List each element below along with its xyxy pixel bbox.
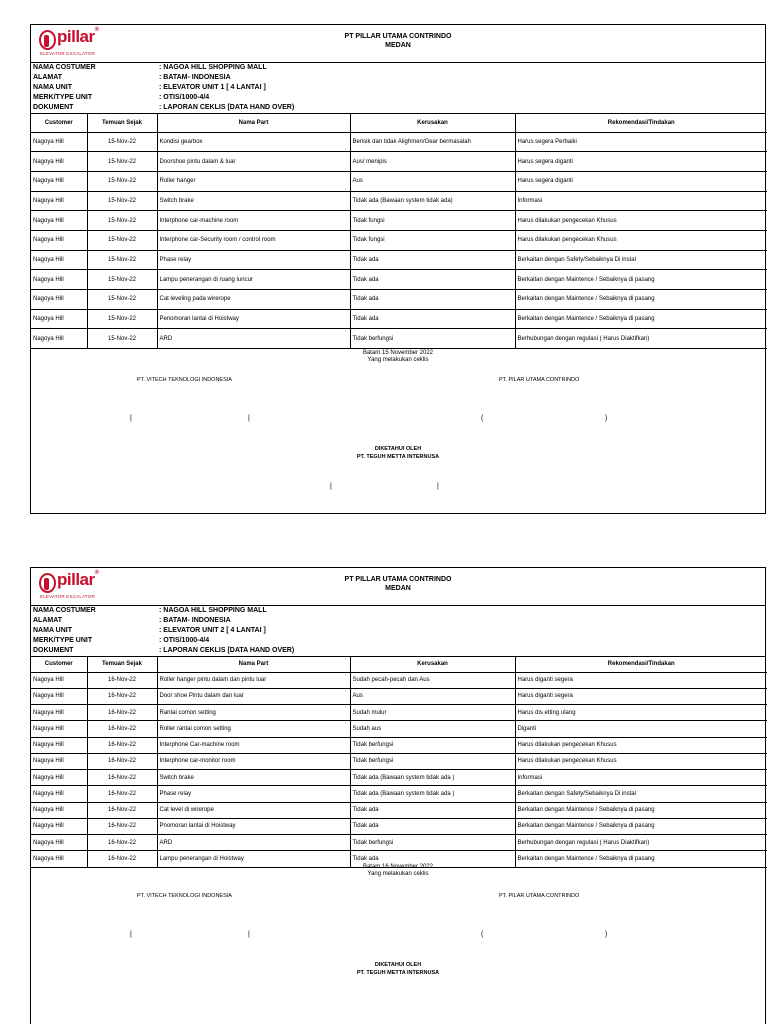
cell-recommendation: Berkaitan dengan Maintence / Sebaiknya di pasang bbox=[515, 270, 767, 290]
cell-found-since: 16-Nov-22 bbox=[87, 786, 157, 802]
table-row bbox=[31, 329, 767, 349]
info-label: ALAMAT bbox=[33, 617, 63, 624]
cell-customer: Nagoya Hill bbox=[31, 818, 87, 834]
info-value: : OTIS/1000-4/4 bbox=[159, 637, 210, 644]
cell-customer: Nagoya Hill bbox=[31, 770, 87, 786]
table-row bbox=[31, 152, 767, 172]
table-row bbox=[31, 132, 767, 152]
cell-found-since: 15-Nov-22 bbox=[87, 171, 157, 191]
cell-found-since: 16-Nov-22 bbox=[87, 802, 157, 818]
acknowledged-label: DIKETAHUI OLEH bbox=[374, 961, 422, 968]
table-row bbox=[31, 211, 767, 231]
signature-line-right-end: ) bbox=[605, 415, 608, 423]
cell-recommendation: Berkaitan dengan Maintence / Sebaiknya di pasang bbox=[515, 802, 767, 818]
signatory-vitech: PT. VITECH TEKNOLOGI INDONESIA bbox=[137, 377, 232, 384]
cell-damage: Aus/ menipis bbox=[350, 152, 515, 172]
cell-part-name: Doorshoe pintu dalam & luar bbox=[157, 152, 350, 172]
cell-part-name: Lampu penerangan di ruang luncur bbox=[157, 270, 350, 290]
table-row bbox=[31, 309, 767, 329]
cell-part-name: Switch brake bbox=[157, 191, 350, 211]
cell-damage: Tidak ada bbox=[350, 270, 515, 290]
column-header-customer: Customer bbox=[31, 114, 87, 132]
cell-customer: Nagoya Hill bbox=[31, 737, 87, 753]
cell-found-since: 15-Nov-22 bbox=[87, 309, 157, 329]
cell-damage: Tidak berfungsi bbox=[350, 753, 515, 769]
table-row bbox=[31, 786, 767, 802]
cell-part-name: Pnomoran lantai di Hoistway bbox=[157, 818, 350, 834]
info-row-document bbox=[31, 646, 765, 656]
cell-customer: Nagoya Hill bbox=[31, 309, 87, 329]
cell-recommendation: Harus dilakukan pengecekan Khusus bbox=[515, 230, 767, 250]
cell-damage: Tidak berfungsi bbox=[350, 329, 515, 349]
cell-recommendation: Harus diganti segera bbox=[515, 688, 767, 704]
signatory-vitech: PT. VITECH TEKNOLOGI INDONESIA bbox=[137, 892, 232, 899]
cell-customer: Nagoya Hill bbox=[31, 132, 87, 152]
info-row-address bbox=[31, 73, 765, 83]
cell-customer: Nagoya Hill bbox=[31, 753, 87, 769]
table-row bbox=[31, 250, 767, 270]
cell-customer: Nagoya Hill bbox=[31, 786, 87, 802]
info-label: NAMA UNIT bbox=[33, 627, 73, 634]
cell-damage: Tidak ada bbox=[350, 290, 515, 310]
table-row bbox=[31, 753, 767, 769]
cell-recommendation: Harus segera Perbaiki bbox=[515, 132, 767, 152]
table-row bbox=[31, 270, 767, 290]
cell-recommendation: Berhubungan dengan regulasi ( Harus Diaktifkan) bbox=[515, 329, 767, 349]
cell-recommendation: Harus dis etting ulang bbox=[515, 705, 767, 721]
inspection-table bbox=[31, 114, 767, 349]
cell-found-since: 15-Nov-22 bbox=[87, 290, 157, 310]
cell-part-name: Roller hanger bbox=[157, 171, 350, 191]
acknowledged-label: DIKETAHUI OLEH bbox=[374, 446, 422, 453]
sheet-header bbox=[31, 25, 765, 63]
report-sheet-unit-1 bbox=[30, 24, 766, 514]
table-header-row bbox=[31, 657, 767, 672]
info-value: : LAPORAN CEKLIS [DATA HAND OVER) bbox=[159, 647, 295, 654]
signature-line-left-start: | bbox=[130, 930, 132, 938]
info-label: NAMA COSTUMER bbox=[33, 607, 96, 614]
signature-line-bottom-start: | bbox=[330, 483, 332, 491]
cell-found-since: 16-Nov-22 bbox=[87, 705, 157, 721]
info-label: DOKUMENT bbox=[33, 104, 74, 111]
cell-found-since: 15-Nov-22 bbox=[87, 211, 157, 231]
pillar-logo: pillar® ELEVATOR ESCALATOR bbox=[40, 27, 99, 56]
cell-part-name: ARD bbox=[157, 835, 350, 851]
signatory-pilar: PT. PILAR UTAMA CONTRINDO bbox=[499, 377, 580, 384]
info-row-customer bbox=[31, 63, 765, 73]
info-label: MERK/TYPE UNIT bbox=[33, 637, 93, 644]
logo-wordmark: pillar bbox=[57, 570, 95, 589]
cell-customer: Nagoya Hill bbox=[31, 171, 87, 191]
signature-date: Batam 16 November 2022 bbox=[362, 863, 434, 870]
logo-tagline: ELEVATOR ESCALATOR bbox=[40, 51, 95, 56]
cell-recommendation: Harus diganti segera bbox=[515, 672, 767, 688]
info-row-unit-name bbox=[31, 626, 765, 636]
cell-part-name: Rantai comon setting bbox=[157, 705, 350, 721]
cell-recommendation: Berkaitan dengan Safety/Sebaiknya Di instal bbox=[515, 250, 767, 270]
cell-found-since: 15-Nov-22 bbox=[87, 191, 157, 211]
info-row-unit-name bbox=[31, 83, 765, 93]
signatory-pilar: PT. PILAR UTAMA CONTRINDO bbox=[499, 892, 580, 899]
cell-part-name: Door shoe Pintu dalam dan luar bbox=[157, 688, 350, 704]
cell-found-since: 15-Nov-22 bbox=[87, 270, 157, 290]
info-value: : ELEVATOR UNIT 2 [ 4 LANTAI ] bbox=[159, 627, 266, 634]
cell-customer: Nagoya Hill bbox=[31, 705, 87, 721]
cell-damage: Berisik dan tidak Alighmen/Gear bermasalah bbox=[350, 132, 515, 152]
column-header-part-name: Nama Part bbox=[157, 657, 350, 672]
cell-damage: Tidak fungsi bbox=[350, 211, 515, 231]
cell-found-since: 15-Nov-22 bbox=[87, 329, 157, 349]
table-row bbox=[31, 737, 767, 753]
info-label: NAMA UNIT bbox=[33, 84, 73, 91]
unit-info-block bbox=[31, 63, 765, 114]
column-header-customer: Customer bbox=[31, 657, 87, 672]
cell-found-since: 16-Nov-22 bbox=[87, 851, 157, 867]
info-label: MERK/TYPE UNIT bbox=[33, 94, 93, 101]
column-header-damage: Kerusakan bbox=[350, 657, 515, 672]
cell-customer: Nagoya Hill bbox=[31, 672, 87, 688]
cell-customer: Nagoya Hill bbox=[31, 835, 87, 851]
cell-damage: Tidak ada bbox=[350, 250, 515, 270]
cell-customer: Nagoya Hill bbox=[31, 191, 87, 211]
cell-found-since: 16-Nov-22 bbox=[87, 818, 157, 834]
signature-performed-by: Yang melakukan ceklis bbox=[367, 870, 429, 877]
cell-found-since: 16-Nov-22 bbox=[87, 737, 157, 753]
signature-line-right-start: ( bbox=[481, 415, 484, 423]
acknowledged-by: PT. TEGUH METTA INTERNUSA bbox=[356, 454, 440, 461]
signature-performed-by: Yang melakukan ceklis bbox=[367, 357, 429, 364]
cell-customer: Nagoya Hill bbox=[31, 230, 87, 250]
cell-customer: Nagoya Hill bbox=[31, 851, 87, 867]
column-header-recommendation: Rekomendasi/Tindakan bbox=[515, 657, 767, 672]
company-title: PT PILLAR UTAMA CONTRINDO bbox=[344, 33, 452, 40]
unit-info-block bbox=[31, 606, 765, 657]
cell-found-since: 15-Nov-22 bbox=[87, 152, 157, 172]
info-value: : BATAM- INDONESIA bbox=[159, 617, 231, 624]
cell-part-name: Interphone Car-machine room bbox=[157, 737, 350, 753]
cell-damage: Tidak berfungsi bbox=[350, 835, 515, 851]
cell-damage: Tidak ada bbox=[350, 309, 515, 329]
cell-found-since: 16-Nov-22 bbox=[87, 688, 157, 704]
column-header-part-name: Nama Part bbox=[157, 114, 350, 132]
cell-damage: Sudah mulur bbox=[350, 705, 515, 721]
cell-damage: Tidak fungsi bbox=[350, 230, 515, 250]
cell-recommendation: Informasi bbox=[515, 191, 767, 211]
info-value: : NAGOA HILL SHOPPING MALL bbox=[159, 64, 267, 71]
column-header-found-since: Temuan Sejak bbox=[87, 114, 157, 132]
cell-found-since: 16-Nov-22 bbox=[87, 835, 157, 851]
cell-customer: Nagoya Hill bbox=[31, 250, 87, 270]
cell-recommendation: Diganti bbox=[515, 721, 767, 737]
acknowledged-by: PT. TEGUH METTA INTERNUSA bbox=[356, 969, 440, 976]
info-row-customer bbox=[31, 606, 765, 616]
cell-part-name: Switch brake bbox=[157, 770, 350, 786]
table-row bbox=[31, 672, 767, 688]
cell-recommendation: Harus segera diganti bbox=[515, 171, 767, 191]
cell-damage: Tidak ada (Bawaan system tidak ada) bbox=[350, 191, 515, 211]
table-header-row bbox=[31, 114, 767, 132]
info-label: ALAMAT bbox=[33, 74, 63, 81]
cell-damage: Tidak berfungsi bbox=[350, 737, 515, 753]
info-row-address bbox=[31, 616, 765, 626]
cell-customer: Nagoya Hill bbox=[31, 152, 87, 172]
cell-part-name: Lampu penerangan di Hoistway bbox=[157, 851, 350, 867]
cell-damage: Sudah pecah-pecah dan Aus bbox=[350, 672, 515, 688]
cell-recommendation: Berkaitan dengan Maintence / Sebaiknya di pasang bbox=[515, 818, 767, 834]
cell-found-since: 15-Nov-22 bbox=[87, 132, 157, 152]
info-value: : BATAM- INDONESIA bbox=[159, 74, 231, 81]
cell-damage: Tidak ada (Bawaan system tidak ada ) bbox=[350, 786, 515, 802]
table-row bbox=[31, 818, 767, 834]
info-row-unit-type bbox=[31, 93, 765, 103]
signature-line-left-start: | bbox=[130, 415, 132, 423]
cell-part-name: ARD bbox=[157, 329, 350, 349]
cell-found-since: 16-Nov-22 bbox=[87, 672, 157, 688]
cell-damage: Tidak ada bbox=[350, 851, 515, 867]
cell-damage: Tidak ada (Bawaan system tidak ada ) bbox=[350, 770, 515, 786]
cell-found-since: 16-Nov-22 bbox=[87, 721, 157, 737]
cell-recommendation: Harus dilakukan pengecekan Khusus bbox=[515, 753, 767, 769]
cell-recommendation: Informasi bbox=[515, 770, 767, 786]
company-city: MEDAN bbox=[385, 585, 411, 592]
cell-found-since: 15-Nov-22 bbox=[87, 230, 157, 250]
cell-part-name: Cat level di wirerope bbox=[157, 802, 350, 818]
sheet-header bbox=[31, 568, 765, 606]
column-header-damage: Kerusakan bbox=[350, 114, 515, 132]
signature-line-right-start: ( bbox=[481, 930, 484, 938]
report-sheet-unit-2 bbox=[30, 567, 766, 1024]
cell-customer: Nagoya Hill bbox=[31, 211, 87, 231]
signature-line-left-end: | bbox=[248, 930, 250, 938]
info-label: DOKUMENT bbox=[33, 647, 74, 654]
signature-line-right-end: ) bbox=[605, 930, 608, 938]
cell-part-name: Phase relay bbox=[157, 786, 350, 802]
table-row bbox=[31, 688, 767, 704]
cell-recommendation: Berhubungan dengan regulasi ( Harus Diaktifkan) bbox=[515, 835, 767, 851]
cell-part-name: Roller rantai comon setting bbox=[157, 721, 350, 737]
info-value: : OTIS/1000-4/4 bbox=[159, 94, 210, 101]
signature-date: Batam 15 November 2022 bbox=[362, 350, 434, 357]
info-value: : ELEVATOR UNIT 1 [ 4 LANTAI ] bbox=[159, 84, 266, 91]
inspection-table bbox=[31, 657, 767, 868]
cell-part-name: Roller hanger pintu dalam dan pintu luar bbox=[157, 672, 350, 688]
table-row bbox=[31, 802, 767, 818]
pillar-logo: pillar® ELEVATOR ESCALATOR bbox=[40, 570, 99, 599]
cell-found-since: 15-Nov-22 bbox=[87, 250, 157, 270]
column-header-recommendation: Rekomendasi/Tindakan bbox=[515, 114, 767, 132]
cell-customer: Nagoya Hill bbox=[31, 290, 87, 310]
cell-damage: Tidak ada bbox=[350, 802, 515, 818]
table-row bbox=[31, 721, 767, 737]
company-title: PT PILLAR UTAMA CONTRINDO bbox=[344, 576, 452, 583]
cell-part-name: Cat leveling pada wirerope bbox=[157, 290, 350, 310]
signature-line-left-end: | bbox=[248, 415, 250, 423]
cell-customer: Nagoya Hill bbox=[31, 721, 87, 737]
cell-recommendation: Berkaitan dengan Maintence / Sebaiknya di pasang bbox=[515, 290, 767, 310]
cell-part-name: Kondisi gearbox bbox=[157, 132, 350, 152]
signature-block bbox=[31, 863, 765, 998]
table-row bbox=[31, 835, 767, 851]
cell-damage: Sudah aus bbox=[350, 721, 515, 737]
signature-line-bottom-end: | bbox=[437, 483, 439, 491]
cell-found-since: 16-Nov-22 bbox=[87, 770, 157, 786]
table-row bbox=[31, 230, 767, 250]
cell-part-name: Phase relay bbox=[157, 250, 350, 270]
cell-customer: Nagoya Hill bbox=[31, 329, 87, 349]
logo-tagline: ELEVATOR ESCALATOR bbox=[40, 594, 95, 599]
table-row bbox=[31, 290, 767, 310]
cell-damage: Aus bbox=[350, 171, 515, 191]
cell-recommendation: Harus dilakukan pengecekan Khusus bbox=[515, 211, 767, 231]
cell-recommendation: Berkaitan dengan Maintence / Sebaiknya di pasang bbox=[515, 309, 767, 329]
info-value: : NAGOA HILL SHOPPING MALL bbox=[159, 607, 267, 614]
cell-part-name: Interphone car-Security room / control room bbox=[157, 230, 350, 250]
table-row bbox=[31, 705, 767, 721]
info-row-unit-type bbox=[31, 636, 765, 646]
signature-block bbox=[31, 349, 765, 495]
cell-recommendation: Berkaitan dengan Safety/Sebaiknya Di instal bbox=[515, 786, 767, 802]
cell-found-since: 16-Nov-22 bbox=[87, 753, 157, 769]
cell-customer: Nagoya Hill bbox=[31, 802, 87, 818]
cell-recommendation: Harus dilakukan pengecekan Khusus bbox=[515, 737, 767, 753]
logo-wordmark: pillar bbox=[57, 27, 95, 46]
table-row bbox=[31, 770, 767, 786]
company-city: MEDAN bbox=[385, 42, 411, 49]
cell-part-name: Penomoran lantai di Hoistway bbox=[157, 309, 350, 329]
info-label: NAMA COSTUMER bbox=[33, 64, 96, 71]
table-row bbox=[31, 171, 767, 191]
cell-customer: Nagoya Hill bbox=[31, 270, 87, 290]
cell-part-name: Interphone car-monitor room bbox=[157, 753, 350, 769]
column-header-found-since: Temuan Sejak bbox=[87, 657, 157, 672]
cell-damage: Aus bbox=[350, 688, 515, 704]
cell-customer: Nagoya Hill bbox=[31, 688, 87, 704]
cell-damage: Tidak ada bbox=[350, 818, 515, 834]
cell-recommendation: Berkaitan dengan Maintence / Sebaiknya di pasang bbox=[515, 851, 767, 867]
cell-recommendation: Harus segera diganti bbox=[515, 152, 767, 172]
table-row bbox=[31, 191, 767, 211]
info-value: : LAPORAN CEKLIS [DATA HAND OVER) bbox=[159, 104, 295, 111]
cell-part-name: Interphone car-machine room bbox=[157, 211, 350, 231]
info-row-document bbox=[31, 103, 765, 113]
